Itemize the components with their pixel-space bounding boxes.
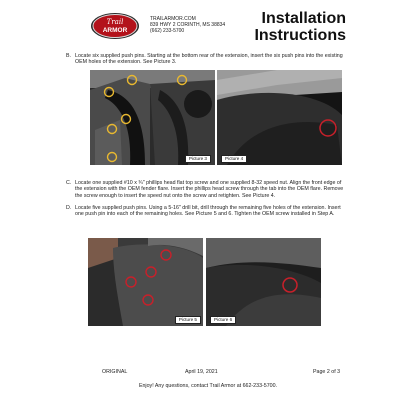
step-text: Locate one supplied #10 x ¾" phillips head flat top screw and one supplied 8-32 speed nut. Align the front edge of the extension with the OEM fender flare. Insert the phillips head screw through the tab into the OEM flare. Remove the screw enough to insert the speed nut onto the screw and retighten. See Picture 4. — [75, 180, 344, 199]
company-address: 839 HWY 2 CORINTH, MS 38834 — [150, 22, 226, 29]
picture-6 — [206, 238, 321, 326]
trail-armor-logo — [90, 12, 140, 40]
company-info — [150, 16, 225, 35]
page-title — [254, 10, 346, 44]
svg-text:Trail: Trail — [106, 18, 124, 26]
picture-5 — [88, 238, 203, 326]
step-label: B. — [66, 53, 72, 59]
picture-4-caption: Picture 4 — [221, 155, 247, 163]
title-line-1: Installation — [261, 10, 346, 27]
picture-4 — [217, 70, 342, 165]
picture-3-caption: Picture 3 — [185, 155, 211, 163]
picture-3 — [90, 70, 215, 165]
step-text: Locate six supplied push pins. Starting at the bottom rear of the extension, insert the six push pins into the existing OEM holes of the extension. See Picture 3. — [75, 53, 343, 66]
step-label: D. — [66, 205, 72, 211]
step-label: C. — [66, 180, 72, 186]
footer-contact: Enjoy! Any questions, contact Trail Armor at 662-233-5700. — [138, 383, 278, 389]
picture-6-caption: Picture 6 — [210, 316, 236, 324]
company-website: TRAILARMOR.COM — [150, 16, 196, 22]
step-text: Locate five supplied push pins. Using a 5-16" drill bit, drill through the remaining five holes of the extension. Insert one push pin into each of the remaining holes. See Picture 5 and 6. Tighten the OEM screw installed in Step A. — [75, 205, 341, 218]
step-d — [66, 205, 348, 218]
picture-5-caption: Picture 5 — [175, 316, 201, 324]
footer-date: April 19, 2021 — [185, 369, 218, 375]
company-phone: (662) 233-5700 — [150, 28, 185, 35]
footer-left: ORIGINAL — [102, 369, 128, 375]
title-line-2: Instructions — [254, 27, 346, 44]
svg-text:ARMOR: ARMOR — [102, 27, 128, 34]
step-b — [66, 53, 348, 66]
footer-page-number: Page 2 of 3 — [313, 369, 341, 375]
step-c — [66, 180, 348, 199]
